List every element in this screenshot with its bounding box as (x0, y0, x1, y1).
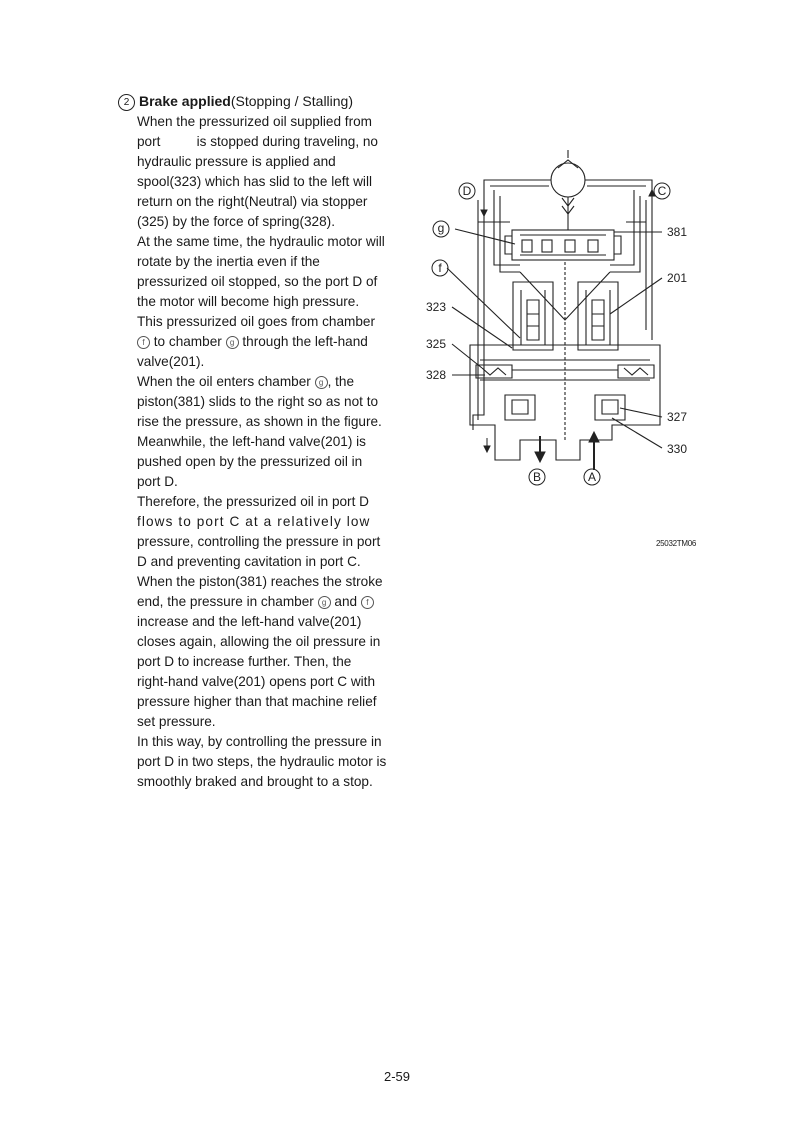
text-line: the motor will become high pressure. (137, 294, 360, 309)
text-line: (325) by the force of spring(328). (137, 214, 335, 229)
text-line: Meanwhile, the left-hand valve(201) is (137, 434, 366, 449)
text-line: pressure higher than that machine relief (137, 694, 377, 709)
text-line: piston(381) slids to the right so as not to (137, 394, 379, 409)
text-line: right-hand valve(201) opens port C with (137, 674, 376, 689)
text-line: This pressurized oil goes from chamber (137, 314, 375, 329)
part-328-label: 328 (426, 368, 447, 382)
text-line: valve(201). (137, 354, 205, 369)
text-line: rise the pressure, as shown in the figure. (137, 414, 382, 429)
chamber-f-mark: f (137, 336, 150, 349)
port-C-label: C (657, 184, 667, 198)
text-line: At the same time, the hydraulic motor will (137, 234, 385, 249)
chamber-g-mark: g (315, 376, 328, 389)
part-325-label: 325 (426, 337, 447, 351)
body-text (137, 112, 387, 792)
text-line: f to chamber g through the left-hand (137, 332, 378, 352)
text-line: Therefore, the pressurized oil in port D (137, 494, 369, 509)
section-title: Brake applied (139, 93, 231, 109)
text-line: return on the right(Neutral) via stopper (137, 194, 368, 209)
text-line: spool(323) which has slid to the left will (137, 174, 372, 189)
section-heading (118, 93, 353, 111)
text-line: port is stopped during traveling, no (137, 134, 378, 149)
text-line: set pressure. (137, 714, 216, 729)
chamber-g-mark: g (226, 336, 239, 349)
text-line: In this way, by controlling the pressure in (137, 734, 382, 749)
text-line: When the piston(381) reaches the stroke (137, 574, 383, 589)
part-201-label: 201 (667, 271, 688, 285)
text-line: increase and the left-hand valve(201) (137, 614, 362, 629)
text-line: flows to port C at a relatively low (137, 514, 371, 529)
part-330-label: 330 (667, 442, 688, 456)
part-381-label: 381 (667, 225, 688, 239)
text-line: port D in two steps, the hydraulic motor is (137, 754, 387, 769)
text-line: D and preventing cavitation in port C. (137, 554, 361, 569)
text-line: pressurized oil stopped, so the port D of (137, 274, 378, 289)
chamber-f-mark: f (361, 596, 374, 609)
text-line: closes again, allowing the oil pressure in (137, 634, 381, 649)
port-D-label: D (462, 184, 472, 198)
text-line: When the oil enters chamber g , the (137, 374, 355, 389)
chamber-f-label: f (438, 261, 442, 275)
port-A-label: A (587, 470, 597, 484)
text-line: When the pressurized oil supplied from (137, 114, 372, 129)
text-line: pressure, controlling the pressure in port (137, 534, 381, 549)
motor-symbol (551, 163, 585, 197)
text-line: rotate by the inertia even if the (137, 254, 320, 269)
page-number: 2-59 (383, 1069, 411, 1084)
chamber-g-label: g (437, 221, 445, 235)
text-line: end, the pressure in chamber g and f (137, 592, 378, 612)
text-line: port D. (137, 474, 178, 489)
text-line: port D to increase further. Then, the (137, 654, 352, 669)
text-line: pushed open by the pressurized oil in (137, 454, 363, 469)
part-323-label: 323 (426, 300, 447, 314)
text-line: smoothly braked and brought to a stop. (137, 774, 373, 789)
section-number: 2 (118, 94, 135, 111)
brake-valve-diagram (420, 150, 720, 550)
figure-code: 25032TM06 (656, 539, 696, 548)
chamber-g-mark: g (318, 596, 331, 609)
part-327-label: 327 (667, 410, 688, 424)
section-subtitle: (Stopping / Stalling) (230, 93, 354, 109)
text-line: hydraulic pressure is applied and (137, 154, 336, 169)
port-B-label: B (532, 470, 542, 484)
